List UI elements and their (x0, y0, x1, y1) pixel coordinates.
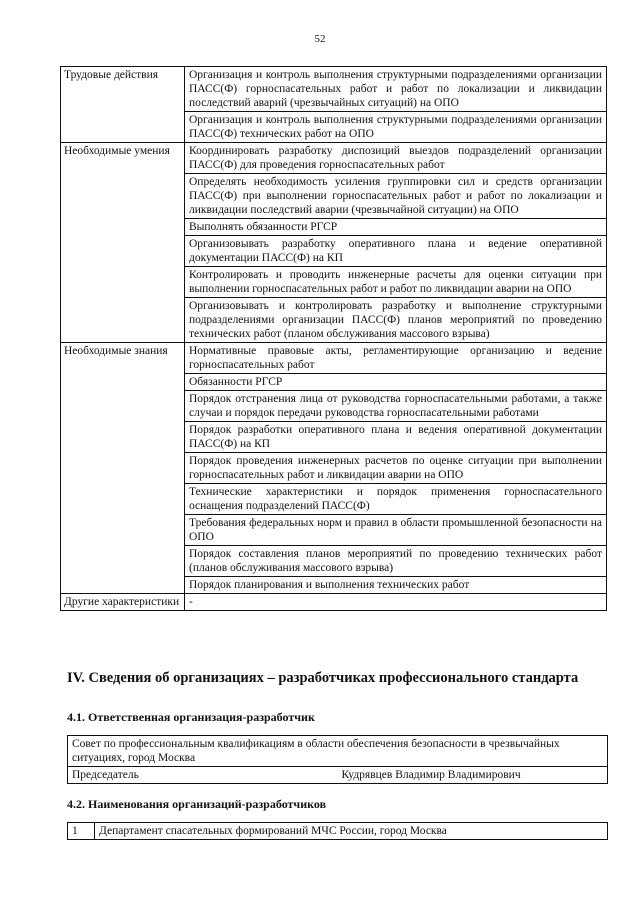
responsible-org-table (67, 735, 608, 784)
row-label-required-knowledge: Необходимые знания (61, 343, 185, 594)
table-row (61, 67, 607, 112)
table-cell: Порядок планирования и выполнения технических работ (185, 577, 607, 594)
table-cell: Нормативные правовые акты, регламентирующие организацию и ведение горноспасательных работ (185, 343, 607, 374)
row-label-required-skills: Необходимые умения (61, 143, 185, 343)
developer-name: Департамент спасательных формирований МЧС России, город Москва (95, 823, 608, 840)
responsible-position: Председатель (68, 767, 338, 784)
table-row (61, 143, 607, 174)
competency-table (60, 66, 607, 611)
table-cell: Порядок разработки оперативного плана и ведения оперативной документации ПАСС(Ф) на КП (185, 422, 607, 453)
table-cell: Организовывать и контролировать разработку и выполнение структурными подразделениями организации ПАСС(Ф) планов мероприятий по проведению технических работ (планом обслуживания массового взрыва) (185, 298, 607, 343)
table-cell: Порядок отстранения лица от руководства горноспасательными работами, а также случаи и порядок передачи руководства горноспасательными работами (185, 391, 607, 422)
responsible-org-heading: 4.1. Ответственная организация-разработчик (67, 710, 315, 724)
table-row (68, 736, 608, 767)
table-row (68, 823, 608, 840)
table-cell: Требования федеральных норм и правил в области промышленной безопасности на ОПО (185, 515, 607, 546)
responsible-org-name: Совет по профессиональным квалификациям в области обеспечения безопасности в чрезвычайных ситуациях, город Москва (68, 736, 608, 767)
table-cell: Выполнять обязанности РГСР (185, 219, 607, 236)
table-cell: Обязанности РГСР (185, 374, 607, 391)
table-cell: Организовывать разработку оперативного плана и ведение оперативной документации ПАСС(Ф) на КП (185, 236, 607, 267)
section-iv-title: IV. Сведения об организациях – разработчиках профессионального стандарта (67, 670, 579, 686)
developer-number: 1 (68, 823, 95, 840)
table-cell: Технические характеристики и порядок применения горноспасательного оснащения подразделений ПАСС(Ф) (185, 484, 607, 515)
row-label-other-characteristics: Другие характеристики (61, 594, 185, 611)
table-row (61, 343, 607, 374)
page-number: 52 (314, 33, 326, 45)
table-cell: Организация и контроль выполнения структурными подразделениями организации ПАСС(Ф) горноспасательных работ и работ по локализации и ликвидации последствий аварий (чрезвычайных ситуаций) на ОПО (185, 67, 607, 112)
table-cell: Контролировать и проводить инженерные расчеты для оценки ситуации при выполнении горноспасательных работ и работ по ликвидации аварии на ОПО (185, 267, 607, 298)
table-cell: Организация и контроль выполнения структурными подразделениями организации ПАСС(Ф) технических работ на ОПО (185, 112, 607, 143)
table-cell: Определять необходимость усиления группировки сил и средств организации ПАСС(Ф) при выполнении горноспасательных работ и работ по локализации и ликвидации последствий аварии (чрезвычайной ситуации) на ОПО (185, 174, 607, 219)
table-cell: Порядок составления планов мероприятий по проведению технических работ (планов обслуживания массового взрыва) (185, 546, 607, 577)
table-row (68, 767, 608, 784)
table-cell: - (185, 594, 607, 611)
row-label-labor-actions: Трудовые действия (61, 67, 185, 143)
developers-table (67, 822, 608, 840)
table-row (61, 594, 607, 611)
responsible-person: Кудрявцев Владимир Владимирович (338, 767, 608, 784)
table-cell: Координировать разработку диспозиций выездов подразделений организации ПАСС(Ф) для проведения горноспасательных работ (185, 143, 607, 174)
developers-heading: 4.2. Наименования организаций-разработчиков (67, 797, 327, 811)
table-cell: Порядок проведения инженерных расчетов по оценке ситуации при выполнении горноспасательных работ и ликвидации аварии на ОПО (185, 453, 607, 484)
